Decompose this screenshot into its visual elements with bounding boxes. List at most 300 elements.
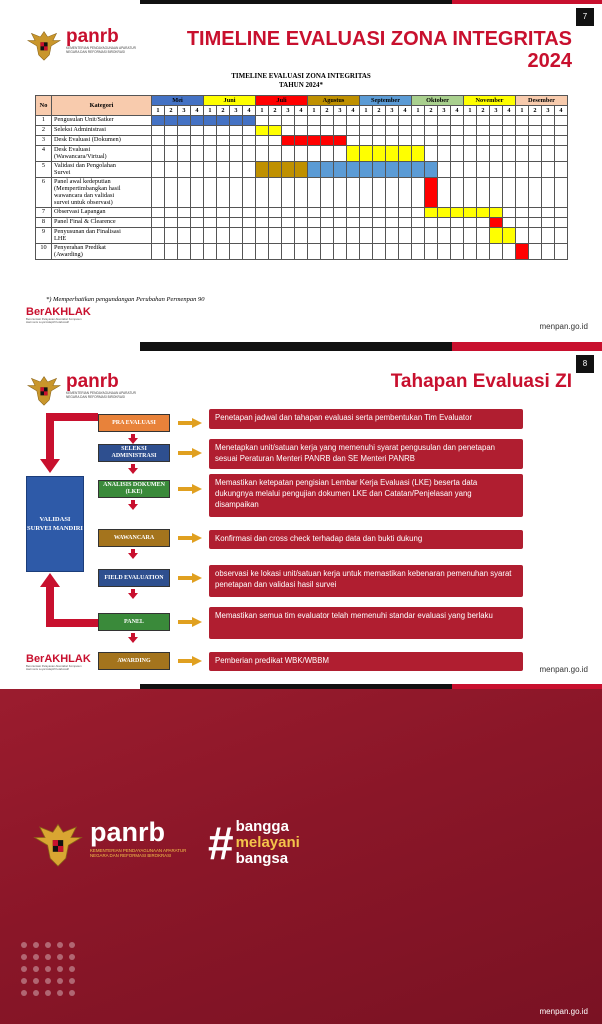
timeline-cell (334, 162, 347, 178)
timeline-cell (477, 218, 490, 228)
timeline-cell (412, 228, 425, 244)
timeline-cell (464, 162, 477, 178)
timeline-cell (230, 146, 243, 162)
timeline-cell (334, 136, 347, 146)
timeline-cell (282, 136, 295, 146)
timeline-cell (490, 136, 503, 146)
month-header: Oktober (412, 96, 464, 106)
step-description: Memastikan ketepatan pengisian Lembar Kerja Evaluasi (LKE) beserta data dukungnya melalui pengujian dokumen LKE dan Catatan/Penjelasan yang disampaikan (209, 474, 523, 517)
timeline-cell (204, 162, 217, 178)
timeline-cell (152, 116, 165, 126)
top-bar (140, 347, 602, 351)
row-no: 4 (36, 146, 52, 162)
timeline-cell (477, 126, 490, 136)
timeline-cell (321, 162, 334, 178)
timeline-cell (438, 208, 451, 218)
table-row (36, 136, 568, 146)
timeline-cell (529, 244, 542, 260)
garuda-emblem-icon (32, 819, 84, 869)
timeline-cell (334, 146, 347, 162)
timeline-cell (295, 178, 308, 208)
timeline-cell (360, 218, 373, 228)
timeline-cell (373, 162, 386, 178)
timeline-cell (282, 126, 295, 136)
step-description: observasi ke lokasi unit/satuan kerja untuk memastikan kebenaran pemenuhan syarat penetapan dan validasi hasil survei (209, 565, 523, 597)
timeline-cell (438, 228, 451, 244)
footer-url: menpan.go.id (539, 1007, 588, 1016)
timeline-cell (490, 228, 503, 244)
row-no: 2 (36, 126, 52, 136)
week-header: 4 (347, 106, 360, 116)
timeline-cell (178, 218, 191, 228)
timeline-cell (204, 208, 217, 218)
timeline-cell (360, 136, 373, 146)
timeline-cell (165, 228, 178, 244)
timeline-cell (399, 146, 412, 162)
row-kategori: Validasi dan Pengolahan Survei (52, 162, 152, 178)
timeline-cell (347, 228, 360, 244)
timeline-cell (386, 218, 399, 228)
timeline-cell (542, 244, 555, 260)
timeline-cell (451, 146, 464, 162)
timeline-cell (516, 178, 529, 208)
timeline-cell (516, 244, 529, 260)
timeline-cell (152, 162, 165, 178)
timeline-cell (152, 208, 165, 218)
timeline-cell (542, 116, 555, 126)
step-1: PRA EVALUASI (98, 414, 170, 432)
step-description: Pemberian predikat WBK/WBBM (209, 652, 523, 671)
timeline-cell (269, 228, 282, 244)
table-row (36, 146, 568, 162)
week-header: 2 (321, 106, 334, 116)
timeline-cell (256, 218, 269, 228)
timeline-cell (412, 116, 425, 126)
timeline-cell (477, 146, 490, 162)
timeline-cell (334, 244, 347, 260)
timeline-cell (243, 146, 256, 162)
timeline-cell (425, 244, 438, 260)
table-heading (0, 72, 602, 90)
timeline-cell (386, 162, 399, 178)
timeline-cell (529, 228, 542, 244)
week-header: 1 (308, 106, 321, 116)
month-header: November (464, 96, 516, 106)
timeline-cell (295, 244, 308, 260)
timeline-cell (191, 116, 204, 126)
timeline-cell (321, 218, 334, 228)
timeline-cell (269, 146, 282, 162)
row-kategori: Seleksi Administrasi (52, 126, 152, 136)
timeline-cell (191, 162, 204, 178)
arrow-right-icon (178, 533, 202, 543)
footer-url: menpan.go.id (539, 665, 588, 674)
brand-subtitle: KEMENTERIAN PENDAYAGUNAAN APARATUR NEGARA DAN REFORMASI BIROKRASI (66, 46, 136, 54)
timeline-cell (555, 208, 568, 218)
timeline-cell (269, 208, 282, 218)
title-line-1: TIMELINE EVALUASI ZONA INTEGRITAS (186, 28, 572, 50)
panrb-logo (26, 28, 144, 62)
timeline-cell (230, 116, 243, 126)
row-kategori: Desk Evaluasi (Dokumen) (52, 136, 152, 146)
week-header: 2 (477, 106, 490, 116)
timeline-cell (503, 126, 516, 136)
timeline-cell (308, 116, 321, 126)
arrow-down-icon (128, 500, 138, 510)
timeline-cell (425, 146, 438, 162)
row-no: 1 (36, 116, 52, 126)
timeline-cell (321, 228, 334, 244)
timeline-cell (178, 126, 191, 136)
slide-title (187, 28, 572, 72)
timeline-cell (308, 162, 321, 178)
week-header: 1 (256, 106, 269, 116)
month-header: Agustus (308, 96, 360, 106)
row-kategori: Desk Evaluasi (Wawancara/Virtual) (52, 146, 152, 162)
timeline-cell (555, 162, 568, 178)
timeline-cell (516, 116, 529, 126)
week-header: 3 (490, 106, 503, 116)
timeline-cell (295, 162, 308, 178)
timeline-cell (308, 244, 321, 260)
timeline-cell (191, 218, 204, 228)
timeline-cell (360, 146, 373, 162)
timeline-cell (204, 228, 217, 244)
timeline-cell (555, 146, 568, 162)
timeline-cell (191, 146, 204, 162)
timeline-cell (243, 136, 256, 146)
timeline-cell (243, 116, 256, 126)
berakhlak-tagline: Berorientasi Pelayanan Akuntabel Kompeten Harmonis Loyal Adaptif Kolaboratif (26, 317, 82, 324)
col-no: No (36, 96, 52, 116)
timeline-cell (308, 218, 321, 228)
week-header: 1 (152, 106, 165, 116)
timeline-cell (464, 218, 477, 228)
row-kategori: Penyusunan dan Finalisasi LHE (52, 228, 152, 244)
timeline-cell (399, 244, 412, 260)
timeline-cell (165, 244, 178, 260)
timeline-cell (438, 218, 451, 228)
timeline-cell (373, 178, 386, 208)
footer-url: menpan.go.id (539, 322, 588, 331)
timeline-cell (178, 178, 191, 208)
timeline-cell (542, 218, 555, 228)
timeline-cell (399, 228, 412, 244)
timeline-cell (438, 116, 451, 126)
timeline-cell (217, 178, 230, 208)
timeline-cell (282, 116, 295, 126)
timeline-cell (425, 116, 438, 126)
timeline-cell (373, 146, 386, 162)
berakhlak-text: BerAKHLAK (26, 306, 91, 318)
arrow-right-icon (178, 448, 202, 458)
week-header: 3 (386, 106, 399, 116)
timeline-cell (269, 136, 282, 146)
row-no: 9 (36, 228, 52, 244)
timeline-cell (308, 178, 321, 208)
timeline-cell (542, 162, 555, 178)
timeline-cell (412, 218, 425, 228)
timeline-cell (269, 178, 282, 208)
timeline-cell (360, 162, 373, 178)
timeline-cell (360, 228, 373, 244)
hashtag-icon: # (208, 817, 234, 869)
timeline-cell (230, 208, 243, 218)
timeline-cell (295, 116, 308, 126)
timeline-cell (308, 146, 321, 162)
timeline-cell (204, 136, 217, 146)
timeline-cell (360, 178, 373, 208)
row-kategori: Panel Final & Clearence (52, 218, 152, 228)
timeline-cell (295, 218, 308, 228)
timeline-cell (165, 126, 178, 136)
month-header: September (360, 96, 412, 106)
timeline-cell (204, 218, 217, 228)
timeline-cell (230, 228, 243, 244)
month-header: Desember (516, 96, 568, 106)
brand-subtitle: KEMENTERIAN PENDAYAGUNAAN APARATUR NEGARA DAN REFORMASI BIROKRASI (66, 391, 136, 399)
timeline-cell (386, 136, 399, 146)
timeline-cell (295, 126, 308, 136)
timeline-cell (347, 244, 360, 260)
garuda-emblem-icon (26, 28, 62, 62)
timeline-cell (412, 126, 425, 136)
arrow-right-icon (178, 617, 202, 627)
timeline-cell (451, 208, 464, 218)
week-header: 1 (516, 106, 529, 116)
timeline-cell (152, 126, 165, 136)
timeline-cell (451, 162, 464, 178)
step-description: Menetapkan unit/satuan kerja yang memenuhi syarat pengusulan dan penetapan sesuai Peraturan Menteri PANRB dan SE Menteri PANRB (209, 439, 523, 469)
week-header: 4 (295, 106, 308, 116)
panrb-logo-white (32, 819, 190, 869)
table-row (36, 228, 568, 244)
timeline-cell (334, 116, 347, 126)
timeline-cell (490, 218, 503, 228)
timeline-cell (503, 178, 516, 208)
row-no: 8 (36, 218, 52, 228)
week-header: 3 (542, 106, 555, 116)
timeline-cell (412, 162, 425, 178)
page-number: 7 (576, 8, 594, 26)
title-line-2: 2024 (527, 50, 572, 72)
week-header: 2 (373, 106, 386, 116)
week-header: 3 (334, 106, 347, 116)
week-header: 4 (451, 106, 464, 116)
timeline-cell (308, 208, 321, 218)
timeline-cell (191, 126, 204, 136)
berakhlak-logo (26, 653, 91, 671)
timeline-cell (490, 146, 503, 162)
timeline-cell (282, 146, 295, 162)
timeline-cell (282, 178, 295, 208)
timeline-cell (425, 228, 438, 244)
timeline-cell (529, 208, 542, 218)
timeline-cell (178, 162, 191, 178)
week-header: 3 (178, 106, 191, 116)
brand-name: panrb (66, 26, 119, 47)
timeline-cell (503, 162, 516, 178)
timeline-cell (217, 126, 230, 136)
week-header: 1 (204, 106, 217, 116)
row-kategori: Penyerahan Predikat (Awarding) (52, 244, 152, 260)
slide-tahapan (0, 347, 602, 689)
step-description: Memastikan semua tim evaluator telah memenuhi standar evaluasi yang berlaku (209, 607, 523, 639)
timeline-cell (555, 228, 568, 244)
timeline-cell (438, 126, 451, 136)
timeline-cell (152, 178, 165, 208)
timeline-cell (347, 218, 360, 228)
timeline-cell (243, 208, 256, 218)
timeline-cell (269, 218, 282, 228)
step-description: Konfirmasi dan cross check terhadap data dan bukti dukung (209, 530, 523, 549)
timeline-cell (373, 218, 386, 228)
timeline-cell (529, 116, 542, 126)
timeline-cell (191, 244, 204, 260)
step-4: WAWANCARA (98, 529, 170, 547)
timeline-cell (230, 178, 243, 208)
timeline-cell (425, 208, 438, 218)
dot-pattern-icon (18, 939, 78, 999)
timeline-cell (438, 178, 451, 208)
timeline-cell (152, 218, 165, 228)
timeline-cell (295, 136, 308, 146)
table-row (36, 126, 568, 136)
timeline-cell (256, 116, 269, 126)
timeline-cell (152, 244, 165, 260)
timeline-cell (256, 178, 269, 208)
timeline-cell (347, 126, 360, 136)
timeline-cell (243, 244, 256, 260)
arrow-right-icon (178, 418, 202, 428)
week-header: 1 (464, 106, 477, 116)
table-row (36, 244, 568, 260)
month-header: Juni (204, 96, 256, 106)
timeline-cell (464, 208, 477, 218)
timeline-cell (243, 178, 256, 208)
timeline-cell (347, 162, 360, 178)
timeline-cell (230, 218, 243, 228)
row-no: 6 (36, 178, 52, 208)
timeline-cell (295, 146, 308, 162)
timeline-cell (191, 228, 204, 244)
timeline-cell (542, 126, 555, 136)
month-header: Juli (256, 96, 308, 106)
arrow-down-icon (128, 589, 138, 599)
timeline-cell (217, 136, 230, 146)
timeline-cell (516, 218, 529, 228)
timeline-cell (269, 162, 282, 178)
timeline-cell (451, 218, 464, 228)
timeline-cell (321, 136, 334, 146)
timeline-cell (334, 228, 347, 244)
timeline-cell (503, 218, 516, 228)
timeline-cell (464, 244, 477, 260)
timeline-cell (178, 228, 191, 244)
timeline-cell (451, 244, 464, 260)
timeline-cell (555, 244, 568, 260)
timeline-cell (217, 208, 230, 218)
timeline-cell (204, 244, 217, 260)
timeline-cell (477, 228, 490, 244)
step-2: SELEKSI ADMINISTRASI (98, 444, 170, 462)
timeline-cell (399, 208, 412, 218)
timeline-cell (230, 244, 243, 260)
hashtag-line-3: bangsa (235, 850, 289, 867)
timeline-cell (152, 228, 165, 244)
timeline-cell (308, 136, 321, 146)
timeline-cell (230, 136, 243, 146)
timeline-cell (490, 178, 503, 208)
timeline-cell (516, 146, 529, 162)
timeline-cell (217, 116, 230, 126)
row-kategori: Observasi Lapangan (52, 208, 152, 218)
timeline-cell (425, 136, 438, 146)
timeline-cell (542, 178, 555, 208)
week-header: 3 (282, 106, 295, 116)
row-no: 7 (36, 208, 52, 218)
timeline-cell (464, 228, 477, 244)
hashtag-line-1: bangga (235, 818, 289, 835)
berakhlak-logo (26, 306, 91, 324)
timeline-cell (204, 126, 217, 136)
timeline-cell (334, 178, 347, 208)
timeline-cell (321, 116, 334, 126)
timeline-cell (165, 116, 178, 126)
timeline-cell (178, 208, 191, 218)
timeline-cell (490, 244, 503, 260)
timeline-cell (191, 136, 204, 146)
timeline-cell (425, 178, 438, 208)
timeline-cell (386, 228, 399, 244)
timeline-cell (399, 126, 412, 136)
table-row (36, 116, 568, 126)
timeline-cell (178, 116, 191, 126)
week-header: 2 (425, 106, 438, 116)
timeline-cell (152, 136, 165, 146)
timeline-cell (490, 208, 503, 218)
timeline-cell (256, 228, 269, 244)
step-3: ANALISIS DOKUMEN (LKE) (98, 480, 170, 498)
week-header: 3 (438, 106, 451, 116)
week-header: 4 (503, 106, 516, 116)
timeline-cell (178, 244, 191, 260)
timeline-cell (464, 146, 477, 162)
week-header: 3 (230, 106, 243, 116)
month-header: Mei (152, 96, 204, 106)
timeline-cell (542, 208, 555, 218)
footnote: *) Memperhatikan pengundangan Perubahan Permenpan 90 (46, 296, 205, 303)
timeline-cell (386, 244, 399, 260)
slide-title: Tahapan Evaluasi ZI (390, 371, 572, 392)
arrow-right-icon (178, 484, 202, 494)
step-7: AWARDING (98, 652, 170, 670)
week-header: 4 (191, 106, 204, 116)
arrow-down-icon (128, 633, 138, 643)
timeline-cell (399, 162, 412, 178)
timeline-cell (464, 116, 477, 126)
timeline-cell (204, 146, 217, 162)
step-5: FIELD EVALUATION (98, 569, 170, 587)
timeline-cell (451, 116, 464, 126)
timeline-cell (282, 162, 295, 178)
timeline-cell (438, 146, 451, 162)
timeline-cell (321, 146, 334, 162)
timeline-cell (529, 162, 542, 178)
week-header: 1 (360, 106, 373, 116)
timeline-cell (516, 162, 529, 178)
timeline-cell (399, 178, 412, 208)
